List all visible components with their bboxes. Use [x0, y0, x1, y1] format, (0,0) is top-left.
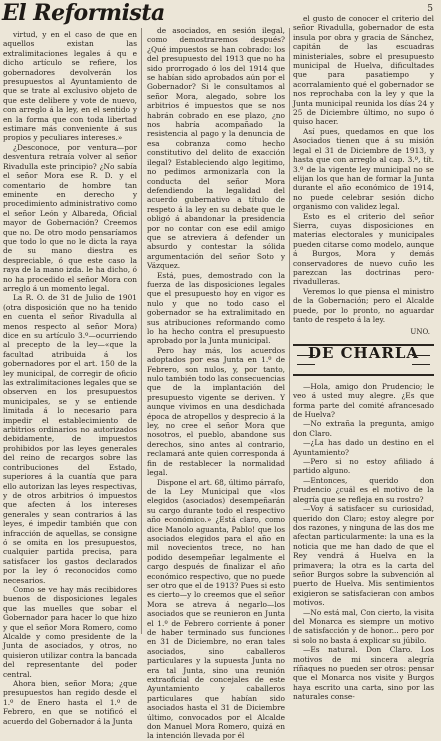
dialogue-line: —Hola, amigo don Prudencio; le veo á usted muy alegre. ¿Es que forma parte del comité afrancesado de Huelva? — [293, 381, 434, 420]
section-banner — [293, 344, 434, 376]
paragraph: Dispone el art. 68, último párrafo, de la Ley Municipal que «los elegidos (asociados) desempeñarán su cargo durante todo el respectivo año económico.» ¿Está claro, como dice Manolo aguanta, Pablo! que los asociados elegidos para el año en mil novecientos trece, no han podido desempeñar legalmente el cargo después de finalizar el año económico respectivo, que no puede ser otro que el de 1913? Pues si esto es cierto—y lo creemos que el señor Mora se atreva á negarlo—los asociados que se reunieron en Junta el 1.º de Febrero corriente á poner de haber terminado sus funciones en 31 de Diciembre, no eran tales asociados, sino caballeros particulares y la supuesta Junta no era tal Junta, sino una reunión extraoficial de concejales de este Ayuntamiento y caballeros particulares que habían sido asociados hasta el 31 de Diciembre último, convocados por el Alcalde don Manuel Mora Romero, quizá en la intención llevada por él — [147, 477, 286, 741]
masthead-title: El Reformista — [2, 0, 165, 26]
paragraph: Está, pues, demostrado con la fuerza de las disposiciones legales que el presupuesto hoy en vigor es nulo y que no todo caso el gobernador se ha extralimitado en sus atribuciones reformando como lo ha hecho contra el presupuesto aprobado por la Junta municipal. — [147, 270, 285, 346]
paragraph: Esto es el criterio del señor Sierra, cuyas disposiciones en materias electorales y municipales pueden citarse como modelo, aunque á Burgos, Mora y demás conservadores de nuevo cuño les parezcan las doctrinas pero-rivadulleras. — [293, 211, 434, 287]
paragraph: Ahora bien, señor Mora; ¿que presupuestos han regido desde el 1.º de Enero hasta el 1.º de Febrero, en que se notificó el acuerdo del Gobernador á la Junta — [3, 679, 137, 726]
article-signature: UNO. — [410, 328, 430, 337]
column-2 — [147, 26, 286, 741]
paragraph: Veremos lo que piensa el ministro de la Gobernación; pero el Alcalde puede, por lo pronto, no aguardar tanto de respeto á la ley. — [293, 286, 434, 324]
dialogue-line: —No está mal, Con cierto, la visita del Monarca es siempre un motivo de satisfacción y de honor... pero por si solo no basta á explicar su júbilo. — [293, 607, 434, 645]
paragraph: de asociados, en sesión ilegal, como demostraremos después? ¿Qué impuestos se han cobrado: los del presupuesto del 1913 que no ha sido prorrogado ó los del 1914 que se habían sido aprobados aún por el Gobernador? Si le consultamos al señor Mora, alegado, sobre los arbitrios é impuestos que se nos habrán cobrado en ese plazo, ¿no nos habría acompañado la resistencia al pago y la denuncia de esa cobranza como hecho constitutivo del delito de exacción ilegal? Estableciendo algo legitimo, no pedimos armonizarla con la conducta del señor Mora defendiendo la legalidad del acuerdo gubernativo a título de respeto á la ley en su debate que le obligó á abandonar la presidencia por no contar con ese edil amigo que se atreviera á defender un absurdo y contestar la sólida argumentación del señor Soto y Vázquez. — [147, 26, 285, 271]
column-rule — [289, 28, 290, 634]
dialogue-line: —Pero si no estoy afiliado á partido alguno. — [293, 457, 434, 476]
dialogue-line: —Es natural. Don Claro. Los motivos de mi sincera alegría ríñaques no pueden ser otros: pensar que el Monarca nos visite y Burgos haya escrito una carta, sino por las naturales conse- — [293, 645, 434, 702]
paragraph: virtud, y en el caso de que en aquellos existan las extralimitaciones legales á qu e dicho artículo se refiere, los gobernadores devolverán los presupuestos al Ayuntamiento de que se trate al exclusivo objeto de que este delibere y vote de nuevo, con arreglo á la ley, en el sentido y en la forma que con toda libertad estimare más conveniente á sus propios y peculiares intereses.» — [3, 30, 137, 143]
column-1 — [3, 30, 137, 726]
page-number: 5 — [427, 4, 433, 14]
column-3 — [293, 14, 434, 702]
column-rule — [141, 28, 142, 634]
paragraph: La R. O. de 31 de Julio de 1901 (otra disposición que no ha tenido en cuenta el señor Rivadulla al menos respecto al señor Mora) dice en su artículo 3.º—ocurriendo al precepto de la ley—«que la facultad atribuida á los gobernadores por el art. 150 de la ley municipal, de corregir de oficio las extralimitaciones legales que se observen en los presupuestos municipales, se y se entiende limitada á lo necesario para impedir el establecimiento de arbitrios ordinarios no autorizados debidamente, de impuestos prohibidos por las leyes generales del reino de recargos sobre las contribuciones del Estado, superiores á la cuantía que para ello autorizan las leyes respectivas, y de otros arbitrios ó impuestos que afecten á los intereses generales y sean contrarios á las leyes, é impedir también que con infracción de aquellas, se consigne ó se omita en los presupuestos, cualquier partida precisa, para satisfacer los gastos declarados por la ley ó reconocidos como necesarios. — [3, 293, 137, 585]
paragraph: ¿Desconoce, por ventura—por desventura retraía volver al señor Rivadulla este principio? ¿No sabía el señor Mora ese R. D. y el comentario de hombre tan eminente en derecho y procedimiento administrativo como el señor León y Albareda, Oficial mayor de Gobernación? Creemos que no. De otro modo pensaríamos que todo lo que no le dicta la raya de su mano diestra es despreciable, ó que este caso la raya de la mano izda. le ha dicho, ó no ha procedido el señor Mora con arreglo á un momento legal. — [3, 142, 137, 293]
paragraph: Como se ve hay más recibidores buenos de disposiciones legales que las muelles que sobar el Gobernador para hacer lo que hizo y que el señor Mora Romero, como Alcalde y como presidente de la Junta de asociados, y otros, no quisieron utilizar contra la bancada del representante del poder central. — [3, 584, 137, 679]
ornament-right — [412, 355, 430, 365]
dialogue-line: —Voy á satisfacer su curiosidad, querido don Claro; estoy alegre por dos razones, y ninguna de las dos me afectan particularmente: la una es la noticia que me han dado de que el Rey vendrá á Huelva en la primavera; la otra es la carta del señor Burgos sobre la subvención al puerto de Huelva. Mis sentimientos exigieron se satisfacieran con ambos motivos. — [293, 504, 434, 608]
dialogue-line: —Entonces, querido don Prudencio ¿cuál es el motivo de la alegría que se refleja en su rostro? — [293, 475, 434, 504]
paragraph: Pero hay más, los acuerdos adoptados por esa Junta en 1.º de Febrero, son nulos, y, por tanto, nulo también todo las consecuencias que de la implantación del presupuesto vigente se deriven. Y aunque vivimos en una desdichada época de atropellos y desprecio á la ley, no cree el señor Mora que nosotros, el pueblo, abandone sus derechos, sino antes al contrario, reclamará ante quien corresponda á fin de restablecer la normalidad legal. — [147, 345, 285, 478]
dialogue-line: —¿La has dado un destino en el Ayuntamiento? — [293, 438, 434, 457]
dialogue-line: —No extraña la pregunta, amigo don Claro. — [293, 419, 434, 438]
section-heading: DE CHARLA — [307, 343, 420, 362]
paragraph: el gusto de conocer el criterio del señor Rivadulla, gobernador de esta insula por obra y gracia de Sánchez, capitán de las escuadras ministeriales, sobre el presupuesto municipal de Huelva, dificultades que para pasatiempo y acorralamiento qué el gobernador se nos reprochaba con la ley y que la Junta municipal reunida los días 24 y 25 de Diciembre último, no supo ó quiso hacer. — [293, 14, 434, 127]
paragraph: Así pues, quedamos en que los Asociados tienen que á su misión legal el 31 de Diciembre de 1913, y hasta que con arreglo al cap. 3.º, tít. 3.º de la vigente ley municipal no se elijan los que han de formar la Junta durante el año económico de 1914, no puede celebrar sesión dicho organismo con validez legal. — [293, 126, 434, 212]
